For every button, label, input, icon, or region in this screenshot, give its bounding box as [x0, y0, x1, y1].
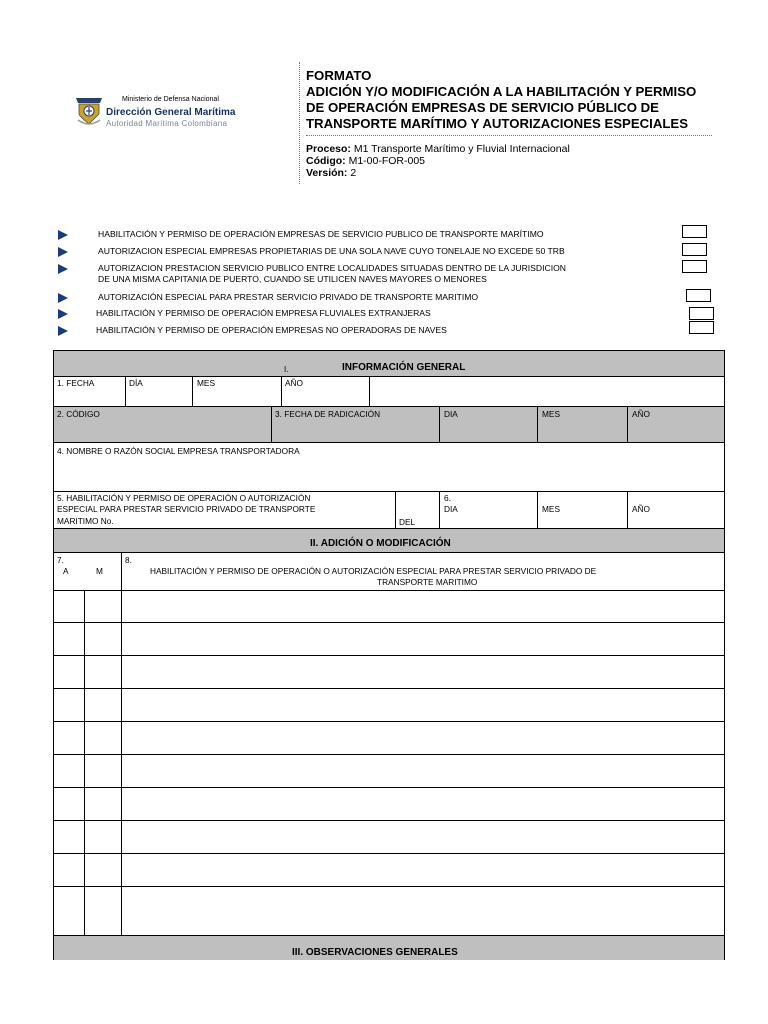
- section-header-adicion-modificacion: [54, 528, 724, 553]
- fecha-ano-field[interactable]: [281, 377, 370, 407]
- row-m-cell[interactable]: [84, 722, 122, 755]
- header-divider: [299, 62, 300, 184]
- row-description-cell[interactable]: [121, 788, 725, 821]
- row-description-cell[interactable]: [121, 854, 725, 887]
- row-description-cell[interactable]: [121, 821, 725, 854]
- logo-ministerio-text: Ministerio de Defensa Nacional: [122, 96, 219, 103]
- codigo-row: [306, 155, 570, 167]
- row-a-cell[interactable]: [54, 755, 84, 788]
- table-row: [54, 622, 724, 656]
- row-description-cell[interactable]: [121, 591, 725, 623]
- adicion-header-row: [54, 552, 724, 591]
- form-table: [53, 350, 725, 960]
- row-m-cell[interactable]: [84, 656, 122, 689]
- col8-header: [121, 553, 725, 591]
- title-line: DE OPERACIÓN EMPRESAS DE SERVICIO PÚBLICO DE: [306, 100, 659, 115]
- bullet-arrow-icon: [58, 247, 68, 257]
- table-row: [54, 820, 724, 854]
- row-a-cell[interactable]: [54, 722, 84, 755]
- logo-dgm-text: Dirección General Marítima: [106, 107, 236, 118]
- mes-label: MES: [542, 409, 560, 419]
- option-label: HABILITACIÓN Y PERMISO DE OPERACIÓN EMPRESAS DE SERVICIO PUBLICO DE TRANSPORTE MARÍTIMO: [98, 229, 544, 239]
- row-m-cell[interactable]: [84, 887, 122, 936]
- del-label: DEL: [399, 517, 416, 527]
- option-checkbox[interactable]: [689, 321, 714, 334]
- row-m-cell[interactable]: [84, 689, 122, 722]
- bullet-arrow-icon: [58, 230, 68, 240]
- col-a-label: A: [63, 566, 69, 576]
- section-title: II. ADICIÓN O MODIFICACIÓN: [310, 538, 451, 549]
- col7-number: 7.: [57, 555, 64, 565]
- version-value: 2: [347, 167, 357, 179]
- dia-label: DIA: [444, 409, 458, 419]
- fecha-label: 1. FECHA: [57, 378, 95, 388]
- option-checkbox[interactable]: [682, 225, 707, 238]
- adicion-rows: [54, 590, 724, 935]
- section-header-informacion-general: [54, 351, 724, 376]
- habilitacion-label-line: ESPECIAL PARA PRESTAR SERVICIO PRIVADO DE TRANSPORTE: [57, 504, 316, 514]
- form-title: [306, 68, 736, 132]
- row-a-cell[interactable]: [54, 689, 84, 722]
- del-cell: [395, 492, 440, 529]
- option-label: AUTORIZACION ESPECIAL EMPRESAS PROPIETARIAS DE UNA SOLA NAVE CUYO TONELAJE NO EXCEDE 50 TRB: [98, 246, 565, 256]
- six-label: 6.: [444, 493, 451, 503]
- radicacion-dia-field[interactable]: [439, 407, 538, 443]
- habilitacion-mes-field[interactable]: [537, 492, 628, 529]
- dia-label: DÍA: [129, 378, 143, 388]
- section-title: INFORMACIÓN GENERAL: [342, 362, 466, 373]
- habilitacion-dia-field[interactable]: [439, 492, 538, 529]
- fecha-mes-field[interactable]: [192, 377, 282, 407]
- habilitacion-label-line: 5. HABILITACIÓN Y PERMISO DE OPERACIÓN O AUTORIZACIÓN: [57, 493, 311, 503]
- bullet-arrow-icon: [58, 293, 68, 303]
- row-description-cell[interactable]: [121, 722, 725, 755]
- fecha-blank-cell: [369, 377, 725, 407]
- codigo-label: Código:: [306, 155, 346, 167]
- title-line: ADICIÓN Y/O MODIFICACIÓN A LA HABILITACIÓN Y PERMISO: [306, 84, 697, 99]
- proceso-row: [306, 143, 570, 155]
- habilitacion-ano-field[interactable]: [627, 492, 725, 529]
- version-label: Versión:: [306, 167, 348, 179]
- fecha-row: [54, 376, 724, 407]
- option-label: AUTORIZACION PRESTACION SERVICIO PUBLICO ENTRE LOCALIDADES SITUADAS DENTRO DE LA JURISDICION: [98, 263, 566, 273]
- habilitacion-label-line: MARITIMO No.: [57, 516, 114, 526]
- option-label: HABILITACIÓN Y PERMISO DE OPERACIÓN EMPRESA FLUVIALES EXTRANJERAS: [96, 308, 431, 318]
- col8-number: 8.: [125, 555, 132, 565]
- row-m-cell[interactable]: [84, 788, 122, 821]
- table-row: [54, 853, 724, 887]
- row-a-cell[interactable]: [54, 821, 84, 854]
- dimar-logo: [72, 92, 262, 138]
- nombre-row[interactable]: [54, 442, 724, 492]
- row-a-cell[interactable]: [54, 623, 84, 656]
- radicacion-mes-field[interactable]: [537, 407, 628, 443]
- title-line: FORMATO: [306, 68, 372, 83]
- row-m-cell[interactable]: [84, 623, 122, 656]
- row-m-cell[interactable]: [84, 821, 122, 854]
- table-row: [54, 886, 724, 936]
- bullet-arrow-icon: [58, 309, 68, 319]
- option-item: [56, 263, 716, 289]
- row-a-cell[interactable]: [54, 591, 84, 623]
- row-a-cell[interactable]: [54, 788, 84, 821]
- table-row: [54, 590, 724, 623]
- option-label: HABILITACIÓN Y PERMISO DE OPERACIÓN EMPRESAS NO OPERADORAS DE NAVES: [96, 325, 447, 335]
- logo-autoridad-text: Autoridad Marítima Colombiana: [106, 119, 228, 128]
- option-checkbox[interactable]: [689, 307, 714, 320]
- option-label: DE UNA MISMA CAPITANIA DE PUERTO, CUANDO SE UTILICEN NAVES MAYORES O MENORES: [98, 274, 487, 284]
- bullet-arrow-icon: [58, 326, 68, 336]
- ano-label: AÑO: [632, 504, 650, 514]
- option-item: [56, 325, 716, 347]
- bullet-arrow-icon: [58, 264, 68, 274]
- mes-label: MES: [542, 504, 560, 514]
- habilitacion-row: [54, 491, 724, 529]
- option-label: AUTORIZACIÓN ESPECIAL PARA PRESTAR SERVICIO PRIVADO DE TRANSPORTE MARITIMO: [98, 292, 479, 302]
- row-description-cell[interactable]: [121, 755, 725, 788]
- table-row: [54, 655, 724, 689]
- ano-label: AÑO: [632, 409, 650, 419]
- version-row: [306, 167, 570, 179]
- dimar-emblem-icon: [74, 94, 104, 126]
- proceso-value: M1 Transporte Marítimo y Fluvial Internacional: [350, 143, 570, 155]
- codigo-row: [54, 406, 724, 443]
- row-description-cell[interactable]: [121, 623, 725, 656]
- row-description-cell[interactable]: [121, 689, 725, 722]
- table-row: [54, 754, 724, 788]
- row-a-cell[interactable]: [54, 887, 84, 936]
- title-separator: [306, 135, 712, 136]
- fecha-radicacion-cell[interactable]: [271, 407, 440, 443]
- col8-title-line: HABILITACIÓN Y PERMISO DE OPERACIÓN O AUTORIZACIÓN ESPECIAL PARA PRESTAR SERVICIO PRIVADO DE: [150, 566, 597, 576]
- codigo-value: M1-00-FOR-005: [345, 155, 426, 167]
- codigo-label: 2. CÓDIGO: [57, 409, 100, 419]
- table-row: [54, 721, 724, 755]
- radicacion-ano-field[interactable]: [627, 407, 725, 443]
- option-checkbox[interactable]: [682, 243, 707, 256]
- col-m-label: M: [96, 566, 103, 576]
- row-description-cell[interactable]: [121, 656, 725, 689]
- proceso-label: Proceso:: [306, 143, 351, 155]
- section-header-observaciones: [54, 935, 724, 960]
- row-m-cell[interactable]: [84, 854, 122, 887]
- mes-label: MES: [197, 378, 215, 388]
- fecha-radicacion-label: 3. FECHA DE RADICACIÓN: [275, 409, 381, 419]
- row-a-cell[interactable]: [54, 656, 84, 689]
- section-title: III. OBSERVACIONES GENERALES: [292, 947, 458, 958]
- section-number: I.: [284, 365, 289, 374]
- habilitacion-number-field[interactable]: [54, 492, 395, 529]
- option-checkbox[interactable]: [686, 289, 711, 302]
- table-row: [54, 688, 724, 722]
- document-meta: [306, 143, 570, 179]
- row-m-cell[interactable]: [84, 755, 122, 788]
- row-m-cell[interactable]: [84, 591, 122, 623]
- fecha-dia-field[interactable]: [125, 377, 193, 407]
- row-description-cell[interactable]: [121, 887, 725, 936]
- dia-label: DIA: [444, 504, 458, 514]
- col8-title-line: TRANSPORTE MARITIMO: [377, 577, 478, 587]
- row-a-cell[interactable]: [54, 854, 84, 887]
- ano-label: AÑO: [285, 378, 303, 388]
- table-row: [54, 787, 724, 821]
- nombre-label: 4. NOMBRE O RAZÓN SOCIAL EMPRESA TRANSPORTADORA: [57, 446, 300, 456]
- option-checkbox[interactable]: [682, 260, 707, 273]
- title-line: TRANSPORTE MARÍTIMO Y AUTORIZACIONES ESPECIALES: [306, 116, 688, 131]
